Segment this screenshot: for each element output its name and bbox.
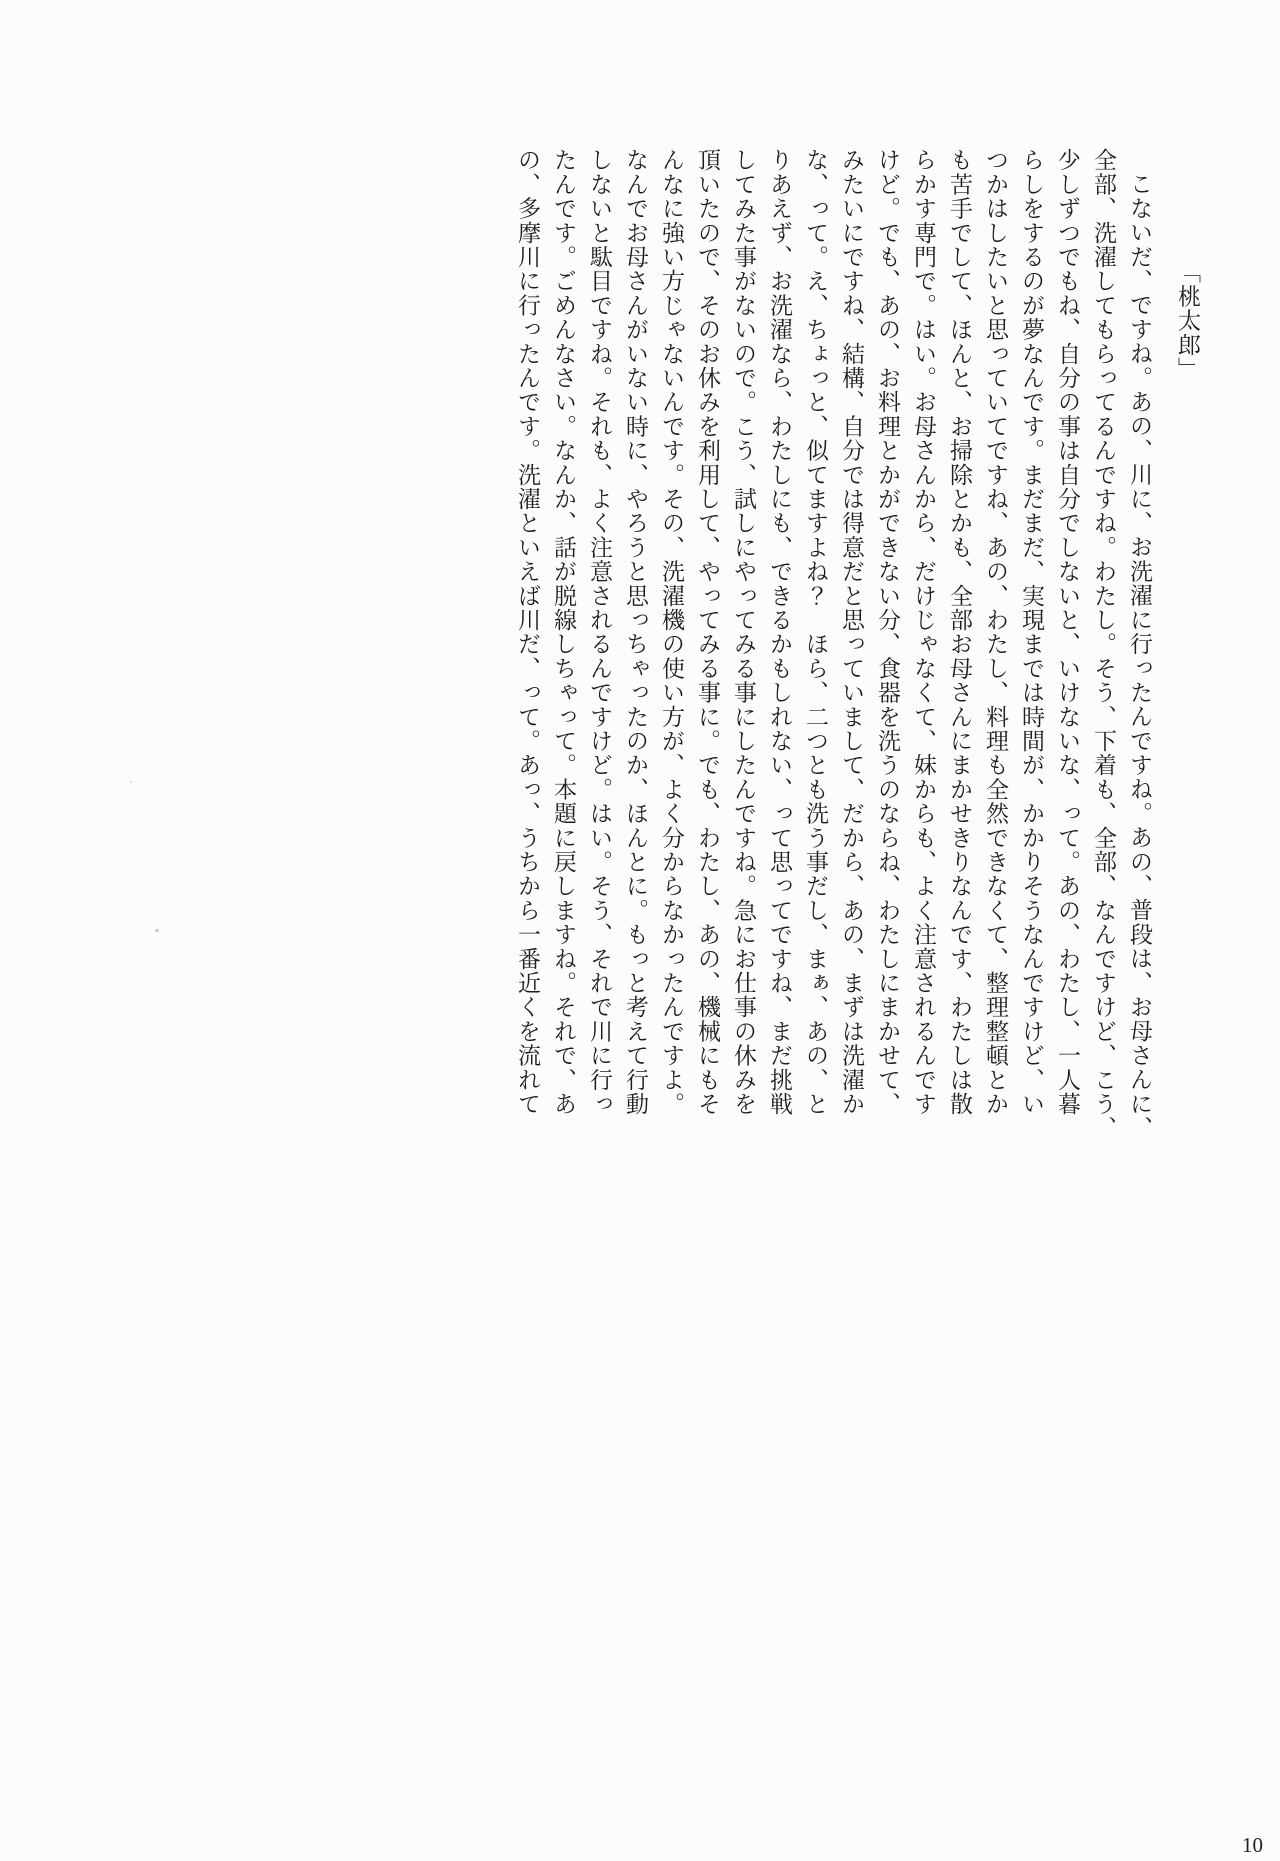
text-column: しないと駄目ですね。それも、よく注意されるんですけど。はい。そう、それで川に行っ <box>587 148 612 1116</box>
text-column: りあえず、お洗濯なら、わたしにも、できるかもしれない、って思ってですね、まだ挑戦 <box>767 148 792 1116</box>
text-column: 全部、洗濯してもらってるんですね。わたし。そう、下着も、全部、なんですけど、こう、 <box>1091 148 1116 1141</box>
text-column: も苦手でして、ほんと、お掃除とかも、全部お母さんにまかせきりなんです、わたしは散 <box>947 148 972 1116</box>
text-column: けど。でも、あの、お料理とかができない分、食器を洗うのならね、わたしにまかせて、 <box>875 148 900 1116</box>
text-column: な、って。え、ちょっと、似てますよね？ ほら、二つとも洗う事だし、まぁ、あの、と <box>803 148 828 1116</box>
text-column: つかはしたいと思っていてですね、あの、わたし、料理も全然できなくて、整理整頓とか <box>983 148 1008 1116</box>
text-column: んなに強い方じゃないんです。その、洗濯機の使い方が、よく分からなかったんですよ。 <box>659 148 684 1116</box>
scan-speck <box>130 781 132 783</box>
story-title: 「桃太郎」 <box>1175 260 1200 381</box>
text-column: してみた事がないので。こう、試しにやってみる事にしたんですね。急にお仕事の休みを <box>731 148 756 1116</box>
text-column: らしをするのが夢なんです。まだまだ、実現までは時間が、かかりそうなんですけど、い <box>1019 148 1044 1116</box>
text-column: の、多摩川に行ったんです。洗濯といえば川だ、って。あっ、うちから一番近くを流れて <box>515 148 540 1116</box>
text-column: なんでお母さんがいない時に、やろうと思っちゃったのか、ほんとに。もっと考えて行動 <box>623 148 648 1116</box>
scan-speck <box>155 929 159 932</box>
text-column: みたいにですね、結構、自分では得意だと思っていまして、だから、あの、まずは洗濯か <box>839 148 864 1116</box>
text-column: らかす専門で。はい。お母さんから、だけじゃなくて、妹からも、よく注意されるんです <box>911 148 936 1116</box>
page-number: 10 <box>1242 1833 1263 1857</box>
text-column: こないだ、ですね。あの、川に、お洗濯に行ったんですね。あの、普段は、お母さんに、 <box>1127 172 1152 1140</box>
text-column: 少しずつでもね、自分の事は自分でしないと、いけないな、って。あの、わたし、一人暮 <box>1055 148 1080 1116</box>
text-column: 頂いたので、そのお休みを利用して、やってみる事に。でも、わたし、あの、機械にもそ <box>695 148 720 1116</box>
text-column: たんです。ごめんなさい。なんか、話が脱線しちゃって。本題に戻しますね。それで、あ <box>551 148 576 1116</box>
vertical-text-block <box>509 148 1205 1142</box>
